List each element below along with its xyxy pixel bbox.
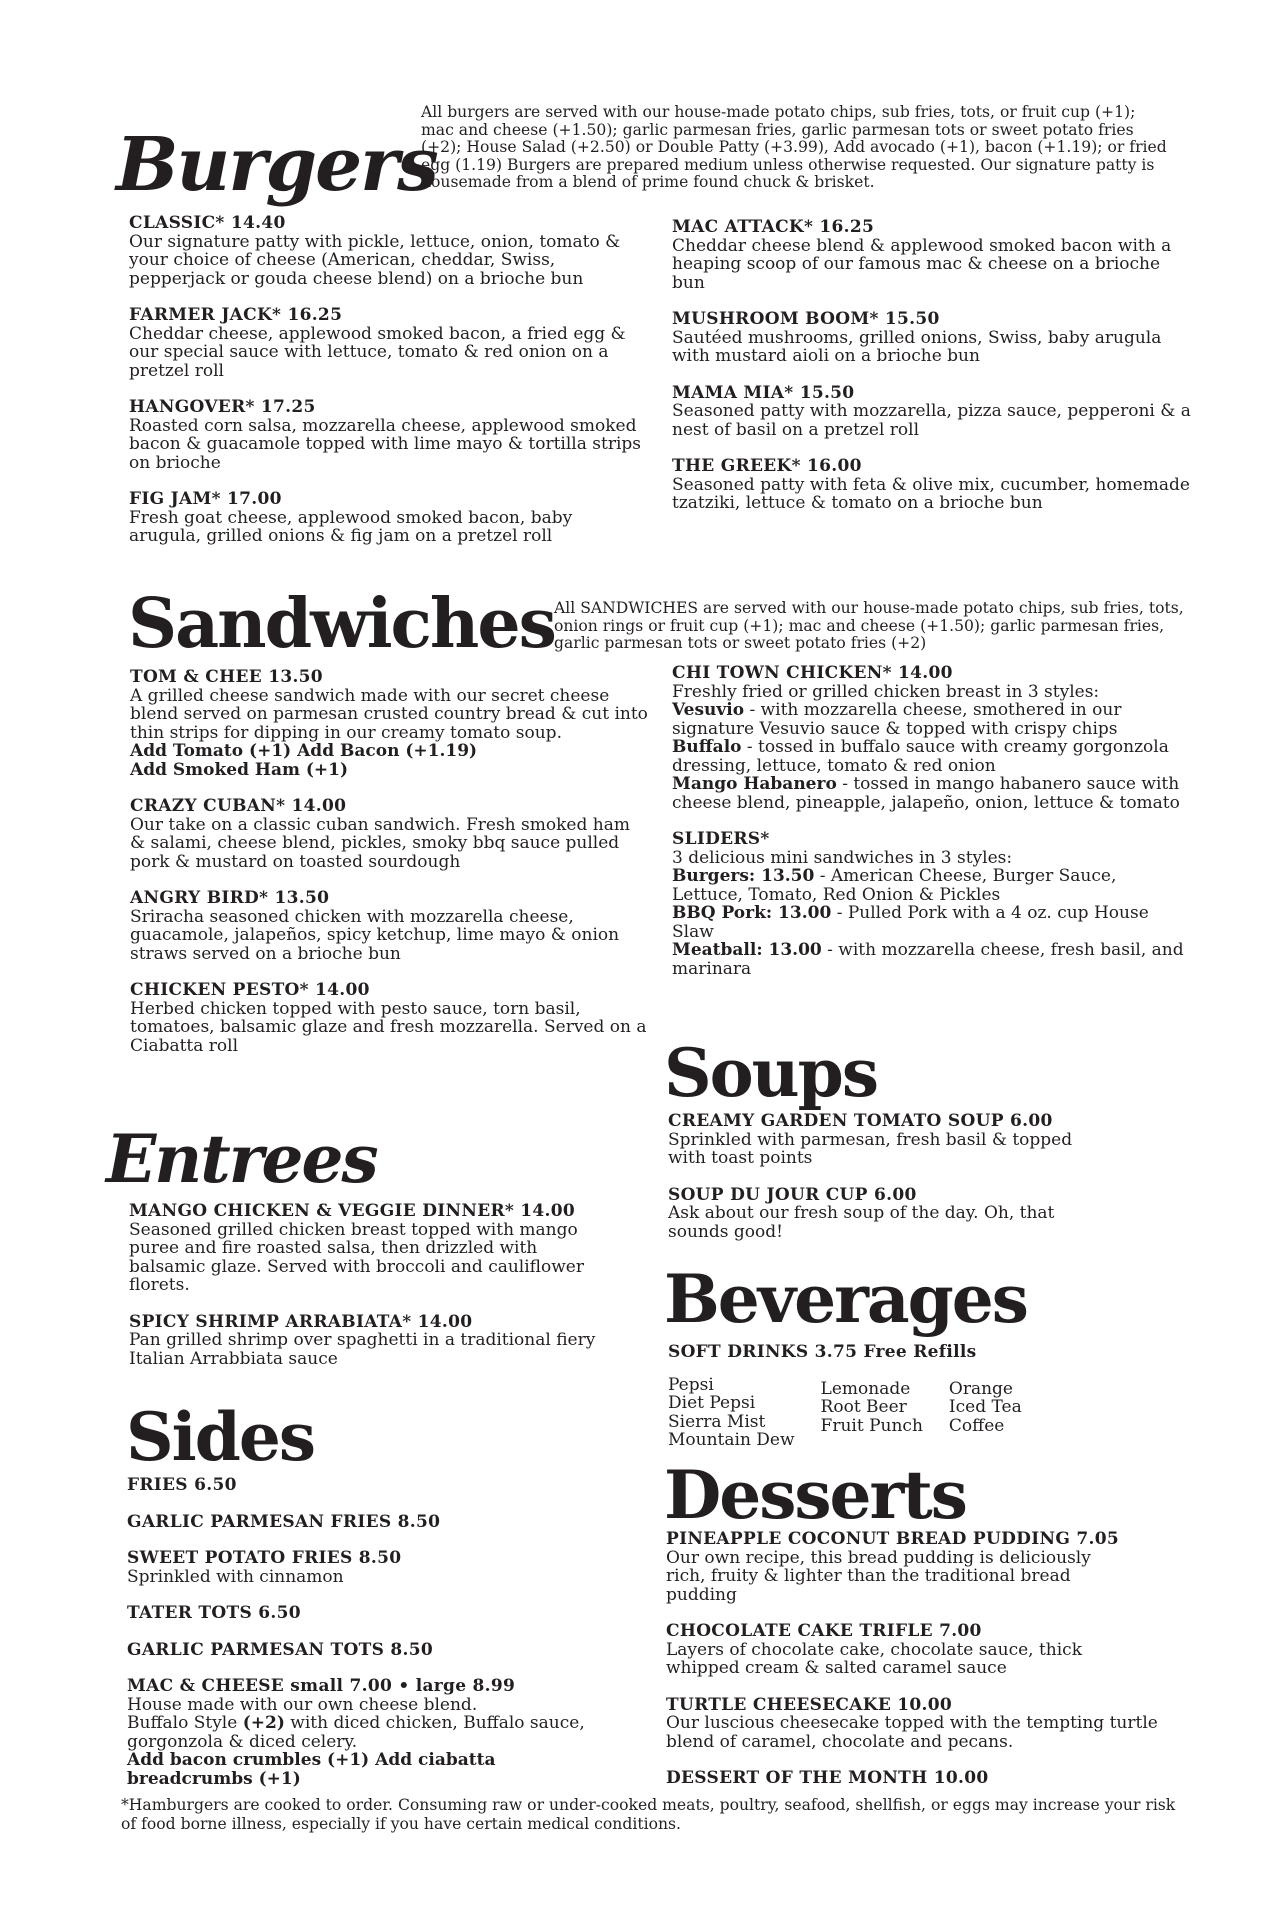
style-option bbox=[672, 941, 1192, 978]
item-name: CREAMY GARDEN TOMATO SOUP 6.00 bbox=[668, 1111, 1053, 1131]
sides-column bbox=[127, 1476, 647, 1806]
style-label: Vesuvio bbox=[672, 700, 745, 720]
menu-item bbox=[129, 490, 649, 546]
item-name: CHI TOWN CHICKEN* 14.00 bbox=[672, 663, 953, 683]
sandwiches-right-column bbox=[672, 664, 1192, 996]
item-description: 3 delicious mini sandwiches in 3 styles: bbox=[672, 847, 1013, 868]
item-description: Sautéed mushrooms, grilled onions, Swiss, baby arugula with mustard aioli on a brioche bun bbox=[672, 327, 1162, 366]
style-label: Burgers: 13.50 bbox=[672, 866, 815, 886]
menu-item bbox=[129, 1202, 649, 1295]
item-description: Our signature patty with pickle, lettuce, onion, tomato & your choice of cheese (American, cheddar, Swiss, pepperjack or gouda cheese blend) on a brioche bun bbox=[129, 231, 621, 289]
soups-column bbox=[668, 1112, 1188, 1259]
menu-item bbox=[130, 981, 650, 1055]
desserts-heading: Desserts bbox=[664, 1456, 966, 1534]
menu-item bbox=[127, 1513, 647, 1532]
item-name: MAC ATTACK* 16.25 bbox=[672, 217, 875, 237]
item-description: Herbed chicken topped with pesto sauce, torn basil, tomatoes, balsamic glaze and fresh mozzarella. Served on a Ciabatta roll bbox=[130, 998, 647, 1056]
item-description: Seasoned patty with feta & olive mix, cucumber, homemade tzatziki, lettuce & tomato on a brioche bun bbox=[672, 474, 1190, 513]
menu-item bbox=[672, 310, 1192, 366]
item-name: CHOCOLATE CAKE TRIFLE 7.00 bbox=[666, 1621, 982, 1641]
menu-item bbox=[666, 1530, 1186, 1604]
beverage-column bbox=[821, 1380, 923, 1450]
menu-item bbox=[129, 306, 649, 380]
menu-item bbox=[672, 830, 1192, 978]
item-description bbox=[127, 1714, 597, 1751]
style-label: Mango Habanero bbox=[672, 774, 837, 794]
soups-heading: Soups bbox=[664, 1034, 877, 1112]
item-name: SPICY SHRIMP ARRABIATA* 14.00 bbox=[129, 1311, 473, 1332]
menu-item bbox=[127, 1677, 597, 1788]
beverage-column bbox=[949, 1380, 1022, 1450]
style-text: - tossed in buffalo sauce with creamy gorgonzola dressing, lettuce, tomato & red onion bbox=[672, 737, 1169, 776]
item-name: SOUP DU JOUR CUP 6.00 bbox=[668, 1184, 917, 1205]
item-description: House made with our own cheese blend. bbox=[127, 1694, 478, 1715]
style-option bbox=[672, 701, 1192, 738]
beverage-list bbox=[668, 1376, 1188, 1450]
list-item: Iced Tea bbox=[948, 1397, 1022, 1417]
item-name: FARMER JACK* 16.25 bbox=[129, 305, 343, 325]
item-description: Pan grilled shrimp over spaghetti in a traditional fiery Italian Arrabbiata sauce bbox=[129, 1330, 596, 1369]
item-name: PINEAPPLE COCONUT BREAD PUDDING 7.05 bbox=[666, 1529, 1119, 1549]
soft-drinks-heading: SOFT DRINKS 3.75 Free Refills bbox=[668, 1342, 977, 1362]
list-item: Sierra Mist bbox=[668, 1411, 766, 1432]
burgers-heading: Burgers bbox=[116, 122, 437, 208]
menu-item bbox=[130, 668, 650, 779]
item-description: Fresh goat cheese, applewood smoked bacon, baby arugula, grilled onions & fig jam on a pretzel roll bbox=[129, 507, 573, 546]
footnote: *Hamburgers are cooked to order. Consuming raw or under-cooked meats, poultry, seafood, shellfish, or eggs may increase your risk of food borne illness, especially if you have certain medical conditions. bbox=[121, 1796, 1176, 1833]
list-item: Diet Pepsi bbox=[668, 1393, 756, 1413]
item-name: HANGOVER* 17.25 bbox=[129, 397, 316, 417]
item-name: SLIDERS* bbox=[672, 829, 770, 849]
item-description: Sprinkled with parmesan, fresh basil & topped with toast points bbox=[668, 1129, 1073, 1168]
style-option bbox=[672, 775, 1192, 812]
item-name: THE GREEK* 16.00 bbox=[672, 456, 862, 476]
menu-item bbox=[130, 889, 650, 963]
beverage-column bbox=[668, 1376, 795, 1450]
item-name: GARLIC PARMESAN FRIES 8.50 bbox=[127, 1511, 441, 1532]
item-name: GARLIC PARMESAN TOTS 8.50 bbox=[127, 1639, 433, 1660]
item-name: ANGRY BIRD* 13.50 bbox=[130, 888, 330, 908]
style-label: (+2) bbox=[242, 1713, 285, 1733]
menu-item bbox=[130, 797, 650, 871]
item-name: MANGO CHICKEN & VEGGIE DINNER* 14.00 bbox=[129, 1201, 576, 1221]
style-text: - with mozzarella cheese, smothered in our signature Vesuvio sauce & topped with crispy chips bbox=[672, 700, 1122, 739]
item-description: Freshly fried or grilled chicken breast in 3 styles: bbox=[672, 681, 1100, 702]
list-item: Orange bbox=[948, 1378, 1013, 1399]
style-label: Meatball: 13.00 bbox=[672, 940, 822, 960]
list-item: Pepsi bbox=[668, 1374, 714, 1395]
item-name: CRAZY CUBAN* 14.00 bbox=[130, 796, 347, 816]
item-name: TOM & CHEE 13.50 bbox=[130, 667, 323, 687]
menu-item bbox=[666, 1769, 1186, 1788]
style-text: - American Cheese, Burger Sauce, Lettuce, Tomato, Red Onion & Pickles bbox=[672, 866, 1117, 905]
style-text: - with mozzarella cheese, fresh basil, and marinara bbox=[672, 940, 1184, 979]
style-option bbox=[672, 904, 1192, 941]
menu-item bbox=[129, 398, 649, 472]
style-text: with diced chicken, Buffalo sauce, gorgonzola & diced celery. bbox=[127, 1713, 585, 1752]
item-description: Seasoned patty with mozzarella, pizza sauce, pepperoni & a nest of basil on a pretzel roll bbox=[672, 401, 1191, 440]
item-description: Our take on a classic cuban sandwich. Fresh smoked ham & salami, cheese blend, pickles, smoky bbq sauce pulled pork & mustard on toasted sourdough bbox=[130, 814, 630, 872]
menu-item bbox=[127, 1641, 647, 1660]
item-name: DESSERT OF THE MONTH 10.00 bbox=[666, 1768, 989, 1788]
item-addon: Add Smoked Ham (+1) bbox=[130, 759, 349, 780]
item-description: Layers of chocolate cake, chocolate sauce, thick whipped cream & salted caramel sauce bbox=[666, 1639, 1082, 1678]
menu-item bbox=[672, 384, 1192, 440]
style-label: BBQ Pork: 13.00 bbox=[672, 903, 832, 923]
burgers-right-column bbox=[672, 218, 1192, 531]
menu-item bbox=[127, 1604, 647, 1623]
item-addon: Add bacon crumbles (+1) Add ciabatta breadcrumbs (+1) bbox=[127, 1750, 496, 1789]
item-name: FRIES 6.50 bbox=[127, 1475, 237, 1495]
desserts-column bbox=[666, 1530, 1186, 1806]
style-text: - Pulled Pork with a 4 oz. cup House Slaw bbox=[672, 903, 1149, 942]
item-description: Our own recipe, this bread pudding is deliciously rich, fruity & lighter than the traditional bread pudding bbox=[666, 1547, 1091, 1605]
item-description: Roasted corn salsa, mozzarella cheese, applewood smoked bacon & guacamole topped with lime mayo & tortilla strips on brioche bbox=[129, 415, 641, 473]
item-addon: Add Tomato (+1) Add Bacon (+1.19) bbox=[130, 741, 478, 761]
menu-item bbox=[666, 1696, 1186, 1752]
menu-item bbox=[672, 664, 1192, 812]
menu-item bbox=[672, 218, 1192, 292]
beverages-heading: Beverages bbox=[664, 1260, 1027, 1338]
burgers-note: All burgers are served with our house-made potato chips, sub fries, tots, or fruit cup (+1); mac and cheese (+1.50); garlic parmesan fries, garlic parmesan tots or sweet potato fries (+2); House Salad (+2.50) or Double Patty (+3.99), Add avocado (+1), bacon (+1.19); or fried egg (1.19) Burgers are prepared medium unless otherwise requested. Our signature patty is housemade from a blend of prime found chuck & brisket. bbox=[421, 103, 1167, 192]
menu-item bbox=[668, 1186, 1188, 1242]
style-text: - tossed in mango habanero sauce with cheese blend, pineapple, jalapeño, onion, lettuce & tomato bbox=[672, 774, 1180, 813]
list-item: Lemonade bbox=[820, 1378, 911, 1399]
item-description: Our luscious cheesecake topped with the tempting turtle blend of caramel, chocolate and pecans. bbox=[666, 1713, 1158, 1752]
menu-item bbox=[129, 1313, 649, 1369]
item-name: MAMA MIA* 15.50 bbox=[672, 382, 855, 403]
style-text: Buffalo Style bbox=[127, 1713, 243, 1733]
item-description: Seasoned grilled chicken breast topped with mango puree and fire roasted salsa, then drizzled with balsamic glaze. Served with broccoli and cauliflower florets. bbox=[129, 1219, 584, 1295]
list-item: Root Beer bbox=[820, 1397, 907, 1417]
item-name: TURTLE CHEESECAKE 10.00 bbox=[666, 1694, 953, 1715]
item-name: FIG JAM* 17.00 bbox=[129, 489, 282, 509]
menu-item bbox=[127, 1549, 647, 1586]
item-description: Sprinkled with cinnamon bbox=[127, 1566, 344, 1587]
item-description: Cheddar cheese, applewood smoked bacon, a fried egg & our special sauce with lettuce, tomato & red onion on a pretzel roll bbox=[129, 323, 626, 381]
list-item: Mountain Dew bbox=[668, 1430, 795, 1450]
menu-item bbox=[668, 1112, 1188, 1168]
item-name: CHICKEN PESTO* 14.00 bbox=[130, 980, 370, 1000]
item-name: MUSHROOM BOOM* 15.50 bbox=[672, 309, 940, 329]
sandwiches-left-column bbox=[130, 668, 650, 1073]
item-name: CLASSIC* 14.40 bbox=[129, 213, 286, 233]
list-item: Coffee bbox=[948, 1415, 1005, 1436]
menu-item bbox=[129, 214, 649, 288]
item-description: Sriracha seasoned chicken with mozzarella cheese, guacamole, jalapeños, spicy ketchup, lime mayo & onion straws served on a brioche bun bbox=[130, 906, 620, 964]
style-option bbox=[672, 867, 1192, 904]
sandwiches-heading: Sandwiches bbox=[128, 584, 555, 664]
menu-item bbox=[666, 1622, 1186, 1678]
item-description: A grilled cheese sandwich made with our secret cheese blend served on parmesan crusted country bread & cut into thin strips for dipping in our creamy tomato soup. bbox=[130, 685, 648, 743]
burgers-left-column bbox=[129, 214, 649, 564]
item-name: MAC & CHEESE small 7.00 • large 8.99 bbox=[127, 1676, 516, 1696]
style-option bbox=[672, 738, 1192, 775]
item-description: Cheddar cheese blend & applewood smoked bacon with a heaping scoop of our famous mac & cheese on a brioche bun bbox=[672, 235, 1172, 293]
item-name: SWEET POTATO FRIES 8.50 bbox=[127, 1548, 402, 1568]
list-item: Fruit Punch bbox=[820, 1415, 923, 1436]
menu-item bbox=[672, 457, 1192, 513]
sandwiches-note: All SANDWICHES are served with our house-made potato chips, sub fries, tots, onion rings or fruit cup (+1); mac and cheese (+1.50); garlic parmesan fries, garlic parmesan tots or sweet potato fries (+2) bbox=[554, 599, 1184, 653]
entrees-column bbox=[129, 1202, 649, 1386]
menu-item bbox=[127, 1476, 647, 1495]
item-description: Ask about our fresh soup of the day. Oh, that sounds good! bbox=[668, 1203, 1055, 1242]
style-label: Buffalo bbox=[672, 737, 742, 757]
entrees-heading: Entrees bbox=[106, 1120, 377, 1198]
item-name: TATER TOTS 6.50 bbox=[127, 1603, 301, 1623]
beverages-column bbox=[668, 1343, 1188, 1450]
sides-heading: Sides bbox=[126, 1398, 315, 1476]
